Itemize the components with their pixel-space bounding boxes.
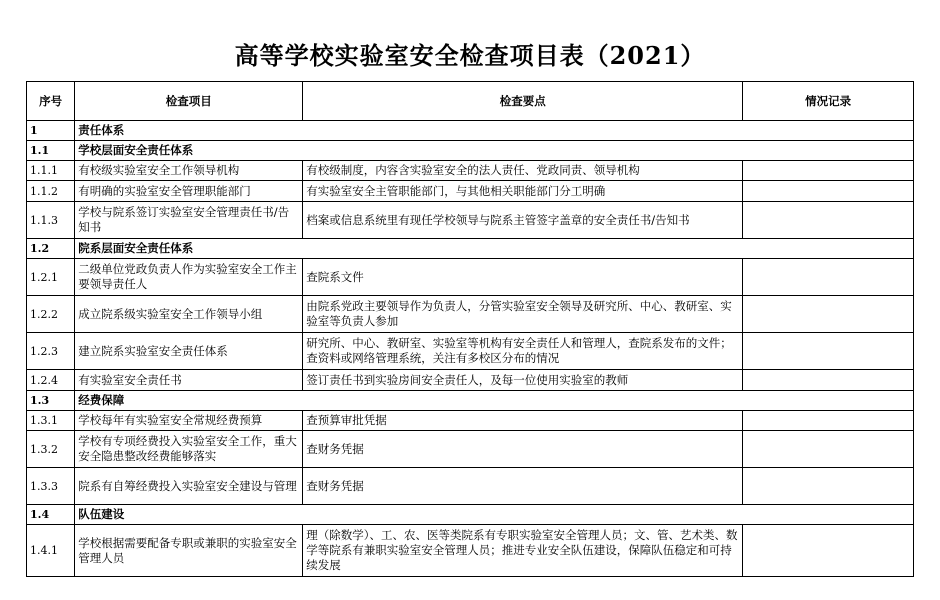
row-no: 1.1.1 [27,161,75,181]
row-record[interactable] [743,259,914,296]
inspection-table [26,81,914,577]
row-points: 签订责任书到实验房间安全责任人，及每一位使用实验室的教师 [303,370,743,391]
row-points: 查财务凭据 [303,468,743,505]
row-no: 1.1 [27,141,75,161]
table-row [27,259,914,296]
row-points: 由院系党政主要领导作为负责人，分管实验室安全领导及研究所、中心、教研室、实验室等负责人参加 [303,296,743,333]
row-no: 1.1.3 [27,202,75,239]
row-record[interactable] [743,296,914,333]
row-no: 1.2.1 [27,259,75,296]
row-record[interactable] [743,411,914,431]
table-row [27,431,914,468]
row-no: 1.2.3 [27,333,75,370]
table-header-row [27,82,914,121]
subsection-title: 学校层面安全责任体系 [75,141,914,161]
row-no: 1.3.2 [27,431,75,468]
row-no: 1.3.3 [27,468,75,505]
section-title: 责任体系 [75,121,914,141]
subsection-title: 院系层面安全责任体系 [75,239,914,259]
row-record[interactable] [743,202,914,239]
row-record[interactable] [743,181,914,202]
table-row [27,333,914,370]
row-item: 建立院系实验室安全责任体系 [75,333,303,370]
row-record[interactable] [743,161,914,181]
header-record: 情况记录 [743,82,914,121]
subsection-row [27,239,914,259]
row-item: 有实验室安全责任书 [75,370,303,391]
row-item: 学校每年有实验室安全常规经费预算 [75,411,303,431]
row-no: 1.2.4 [27,370,75,391]
row-points: 有实验室安全主管职能部门，与其他相关职能部门分工明确 [303,181,743,202]
row-item: 有校级实验室安全工作领导机构 [75,161,303,181]
subsection-title: 经费保障 [75,391,914,411]
row-item: 院系有自筹经费投入实验室安全建设与管理 [75,468,303,505]
row-no: 1.3 [27,391,75,411]
table-row [27,411,914,431]
row-record[interactable] [743,333,914,370]
row-points: 有校级制度，内容含实验室安全的法人责任、党政同责、领导机构 [303,161,743,181]
row-item: 有明确的实验室安全管理职能部门 [75,181,303,202]
row-no: 1.4 [27,505,75,525]
header-points: 检查要点 [303,82,743,121]
table-row [27,468,914,505]
header-no: 序号 [27,82,75,121]
row-record[interactable] [743,370,914,391]
row-no: 1.2 [27,239,75,259]
row-record[interactable] [743,431,914,468]
header-item: 检查项目 [75,82,303,121]
row-item: 学校有专项经费投入实验室安全工作，重大安全隐患整改经费能够落实 [75,431,303,468]
table-row [27,161,914,181]
row-item: 学校与院系签订实验室安全管理责任书/告知书 [75,202,303,239]
row-points: 理（除数学）、工、农、医等类院系有专职实验室安全管理人员；文、管、艺术类、数学等院系有兼职实验室安全管理人员；推进专业安全队伍建设，保障队伍稳定和可持续发展 [303,525,743,577]
row-points: 查院系文件 [303,259,743,296]
subsection-row [27,505,914,525]
row-no: 1.2.2 [27,296,75,333]
row-points: 查财务凭据 [303,431,743,468]
subsection-row [27,391,914,411]
row-no: 1.1.2 [27,181,75,202]
row-item: 成立院系级实验室安全工作领导小组 [75,296,303,333]
row-item: 二级单位党政负责人作为实验室安全工作主要领导责任人 [75,259,303,296]
row-no: 1 [27,121,75,141]
row-record[interactable] [743,468,914,505]
row-points: 档案或信息系统里有现任学校领导与院系主管签字盖章的安全责任书/告知书 [303,202,743,239]
row-points: 查预算审批凭据 [303,411,743,431]
row-no: 1.4.1 [27,525,75,577]
table-row [27,181,914,202]
row-item: 学校根据需要配备专职或兼职的实验室安全管理人员 [75,525,303,577]
table-row [27,370,914,391]
page-title: 高等学校实验室安全检查项目表（2021） [234,41,706,70]
table-row [27,525,914,577]
section-row [27,121,914,141]
table-row [27,202,914,239]
row-record[interactable] [743,525,914,577]
subsection-row [27,141,914,161]
row-points: 研究所、中心、教研室、实验室等机构有安全责任人和管理人，查院系发布的文件；查资料或网络管理系统，关注有多校区分布的情况 [303,333,743,370]
table-row [27,296,914,333]
row-no: 1.3.1 [27,411,75,431]
subsection-title: 队伍建设 [75,505,914,525]
